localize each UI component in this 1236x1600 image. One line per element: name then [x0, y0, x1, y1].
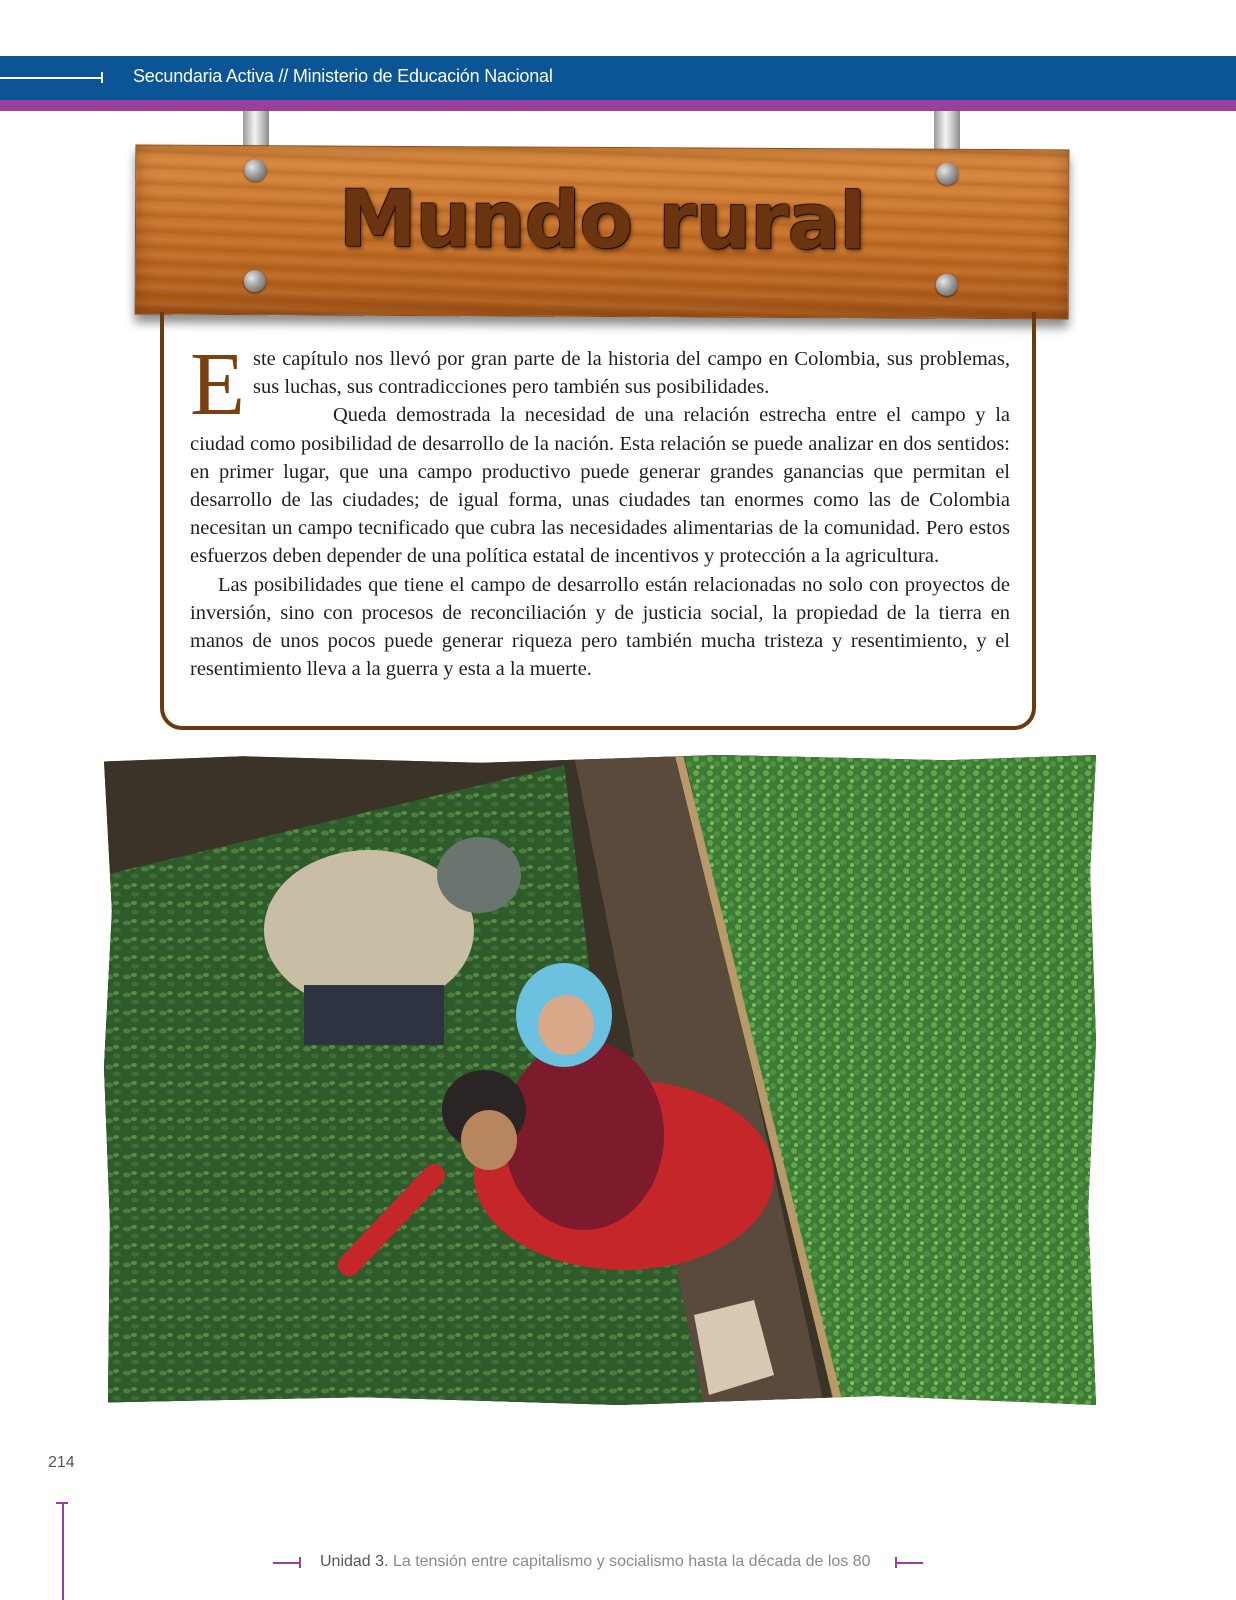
paragraph-1	[190, 335, 1010, 434]
side-rule-tick	[56, 1502, 68, 1504]
paragraph-3: Las posibilidades que tiene el campo de desarrollo están relacionadas no solo con proyectos de inversión, sino con procesos de reconciliación y de justicia social, la propiedad de la tierra en manos de unos pocos puede generar riqueza pero también mucha tristeza y resentimiento, y el resentimiento lleva a la guerra y esta a la muerte.	[190, 573, 1010, 681]
footer-unit	[320, 1553, 871, 1571]
page-number: 214	[48, 1454, 75, 1471]
footer-unit-title: La tensión entre capitalismo y socialismo hasta la década de los 80	[388, 1553, 871, 1570]
summary-text	[190, 335, 1010, 683]
footer-rule-left	[273, 1562, 301, 1564]
bolt-icon	[936, 274, 958, 296]
header-accent-stripe	[0, 100, 1236, 111]
footer-rule-right	[895, 1562, 923, 1564]
wooden-sign	[135, 145, 1070, 320]
paragraph-2: Queda demostrada la necesidad de una relación estrecha entre el campo y la ciudad como posibilidad de desarrollo de la nación. Esta relación se puede analizar en dos sentidos: en primer lugar, que una campo productivo puede generar grandes ganancias que permitan el desarrollo de las ciudades; de igual forma, unas ciudades tan enormes como las de Colombia necesitan un campo tecnificado que cubra las necesidades alimentarias de la comunidad. Pero estos esfuerzos deben depender de una política estatal de incentivos y protección a la agricultura.	[190, 404, 1010, 568]
field-workers-photo	[104, 755, 1096, 1405]
side-rule	[62, 1502, 64, 1600]
photo-illustration	[104, 755, 1096, 1405]
header-rule	[0, 77, 102, 79]
paragraph-1-text: ste capítulo nos llevó por gran parte de la historia del campo en Colombia, sus problemas, sus luchas, sus contradicciones pero también sus posibilidades.	[252, 348, 1010, 399]
bolt-icon	[244, 270, 266, 292]
drop-cap: E	[190, 335, 245, 434]
header-title: Secundaria Activa // Ministerio de Educación Nacional	[133, 66, 553, 86]
footer-rule-left-tick	[299, 1557, 301, 1568]
sign-post-right	[934, 111, 960, 151]
header-rule-tick	[101, 72, 103, 83]
chapter-title: Mundo rural	[338, 174, 866, 268]
footer-unit-label: Unidad 3.	[320, 1553, 389, 1570]
